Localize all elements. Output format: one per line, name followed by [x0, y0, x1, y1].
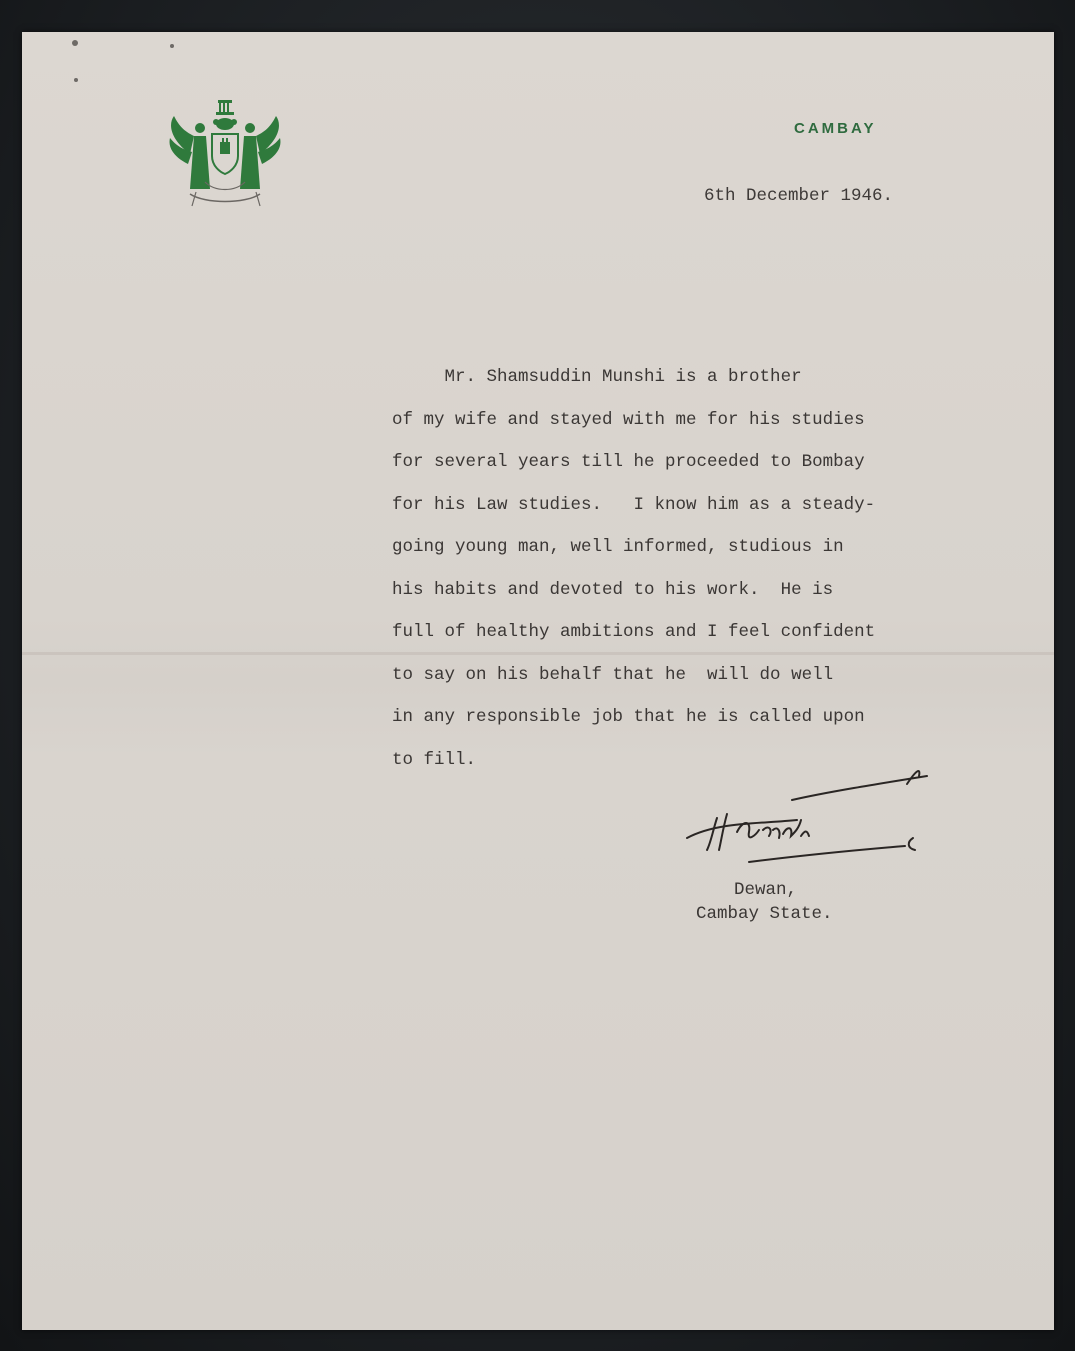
signatory-office: Cambay State.	[696, 904, 833, 924]
letter-paper	[22, 32, 1054, 1330]
letter-body	[392, 356, 1032, 781]
coat-of-arms-icon	[160, 94, 290, 224]
letterhead-place: CAMBAY	[794, 120, 877, 137]
body-line: to fill.	[392, 749, 477, 770]
body-line: full of healthy ambitions and I feel confident	[392, 622, 876, 642]
signatory-title: Dewan,	[734, 880, 798, 900]
paper-blemish	[72, 40, 78, 46]
body-line: going young man, well informed, studious in	[392, 537, 844, 557]
paper-blemish	[74, 78, 78, 82]
body-line: in any responsible job that he is called upon	[392, 707, 865, 727]
signature-icon	[677, 750, 937, 870]
body-line: for several years till he proceeded to Bombay	[392, 452, 865, 472]
body-line: of my wife and stayed with me for his studies	[392, 409, 865, 430]
paper-blemish	[170, 44, 174, 48]
body-line: his habits and devoted to his work. He is	[392, 579, 834, 600]
body-line: for his Law studies. I know him as a steady-	[392, 494, 876, 515]
letter-date: 6th December 1946.	[704, 186, 894, 206]
body-line: Mr. Shamsuddin Munshi is a brother	[392, 367, 802, 387]
body-line: to say on his behalf that he will do well	[392, 664, 834, 685]
